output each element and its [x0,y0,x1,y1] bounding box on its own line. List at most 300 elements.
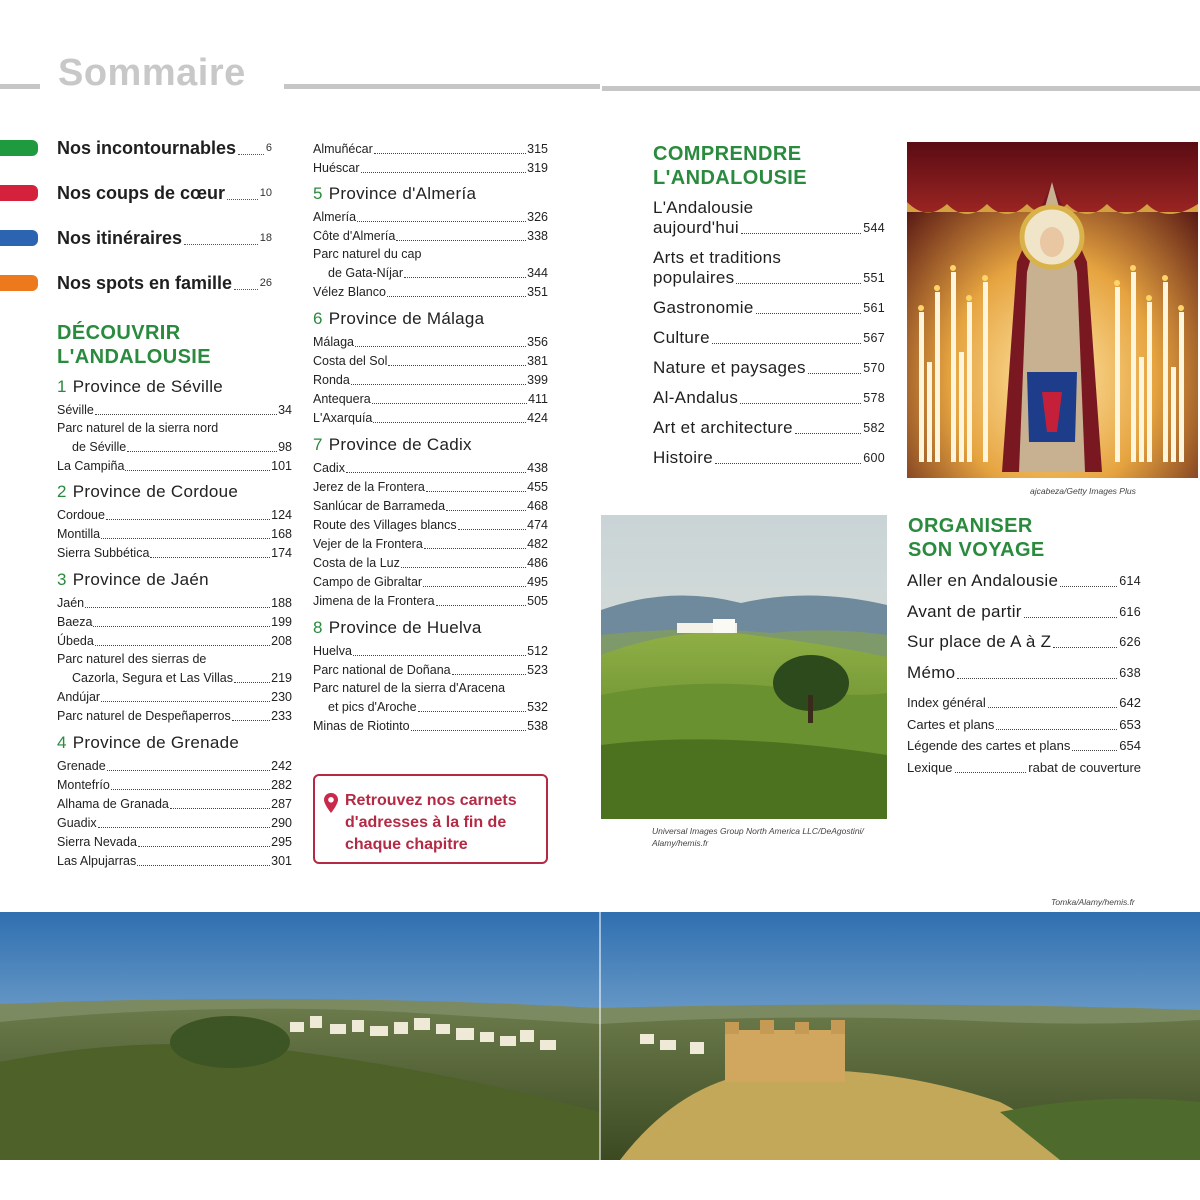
province-heading [57,570,292,592]
comprendre-entry-label: Culture [653,328,710,347]
toc-entry[interactable] [313,284,548,300]
province-block [57,482,292,561]
organiser-heading-line2: SON VOYAGE [908,539,1045,561]
leader-dots [795,433,861,434]
comprendre-entry-label: Gastronomie [653,298,754,317]
province-name: Province de Grenade [72,733,240,752]
leader-dots [107,770,270,771]
leader-dots [238,154,264,155]
province-heading [57,733,292,755]
toc-entry[interactable] [313,391,548,407]
organiser-small-entry[interactable] [907,738,1141,754]
province-number: 1 [57,377,67,396]
organiser-small-entry[interactable] [907,717,1141,733]
leader-dots [1053,647,1117,648]
toc-entry-page: 319 [527,161,548,175]
province-heading [57,482,292,504]
leader-dots [426,491,526,492]
leader-dots [98,827,271,828]
leader-dots [93,626,270,627]
toc-entry[interactable] [57,633,292,649]
landscape-image [601,515,887,819]
province-name: Province de Cordoue [72,482,239,501]
comprendre-entry-row [653,298,885,318]
procession-photo [907,142,1198,478]
procession-image [907,142,1198,478]
leader-dots [232,720,270,721]
leader-dots [712,343,861,344]
organiser-heading [908,514,1045,562]
toc-entry-page: 438 [527,461,548,475]
highlight-row[interactable] [0,181,272,205]
toc-entry[interactable] [313,643,548,659]
toc-entry[interactable] [313,410,548,426]
toc-entry[interactable] [57,507,292,523]
leader-dots [424,548,526,549]
leader-dots [808,373,861,374]
organiser-entry-label: Mémo [907,662,956,682]
toc-entry[interactable] [57,708,292,724]
toc-entry-label: Minas de Riotinto [313,719,410,733]
header-rule-middle [284,84,600,89]
toc-entry-label: Almuñécar [313,142,373,156]
leader-dots [373,422,526,423]
leader-dots [346,472,526,473]
panorama-photo [0,912,1200,1160]
decouvrir-heading-line1: DÉCOUVRIR [57,322,181,344]
province-number: 5 [313,184,323,203]
highlight-row[interactable] [0,226,272,250]
toc-entry-page: 381 [527,354,548,368]
comprendre-entry-page: 561 [863,301,885,315]
toc-entry[interactable] [313,536,548,552]
toc-entry-label: Parc national de Doñana [313,663,451,677]
highlight-row[interactable] [0,136,272,160]
leader-dots [996,729,1117,730]
leader-dots [101,701,270,702]
toc-entry-page: 287 [271,797,292,811]
organiser-entry-label: Aller en Andalousie [907,571,1059,590]
toc-entry-label: Jimena de la Frontera [313,594,435,608]
toc-entry[interactable] [313,209,548,225]
toc-entry-page: 532 [527,700,548,714]
province-number: 2 [57,482,67,501]
toc-entry-label: Séville [57,403,94,417]
leader-dots [125,470,270,471]
toc-entry-label: Jerez de la Frontera [313,480,425,494]
decouvrir-heading-line2: L'ANDALOUSIE [57,346,211,368]
highlight-label: Nos itinéraires [57,227,183,248]
province-heading [313,184,548,206]
highlight-page: 26 [259,277,272,289]
province-name: Province d'Almería [328,184,477,203]
leader-dots [234,289,258,290]
toc-entry-label: L'Axarquía [313,411,373,425]
comprendre-entry-page: 578 [863,391,885,405]
toc-entry[interactable] [313,141,548,157]
toc-entry[interactable] [57,545,292,561]
toc-entry[interactable] [313,460,548,476]
toc-entry-label: de Gata-Níjar [328,266,404,280]
toc-entry-label: Almería [313,210,357,224]
comprendre-entry-line1: Arts et traditions [653,248,782,267]
toc-entry-page: 168 [271,527,292,541]
toc-entry-label: Andújar [57,690,101,704]
comprendre-heading-line2: L'ANDALOUSIE [653,167,807,189]
toc-entry[interactable] [313,699,548,715]
organiser-entry[interactable] [907,571,1141,591]
toc-entry[interactable] [313,718,548,734]
toc-entry[interactable] [313,555,548,571]
comprendre-entry-line1: L'Andalousie [653,198,754,217]
toc-entry[interactable] [57,402,292,418]
highlight-label: Nos incontournables [57,137,237,158]
toc-entry-label: Grenade [57,759,106,773]
toc-entry[interactable] [57,670,292,686]
toc-entry[interactable] [313,662,548,678]
toc-entry-line1[interactable]: Parc naturel du cap [313,247,422,261]
toc-entry[interactable] [313,498,548,514]
toc-entry-page: 290 [271,816,292,830]
highlight-color-bar [0,230,38,246]
toc-entry[interactable] [57,796,292,812]
comprendre-entry-page: 551 [863,271,885,285]
organiser-small-entry[interactable] [907,695,1141,711]
location-pin-icon [323,792,339,814]
leader-dots [736,283,861,284]
province-block [57,377,292,474]
toc-entry-label: Parc naturel de Despeñaperros [57,709,231,723]
leader-dots [957,678,1117,679]
leader-dots [138,846,270,847]
organiser-small-label: Lexique [907,759,953,775]
toc-entry-line1[interactable]: Parc naturel des sierras de [57,652,207,666]
leader-dots [106,519,270,520]
toc-entry-label: Úbeda [57,634,94,648]
toc-entry-page: 326 [527,210,548,224]
province-block [57,570,292,724]
toc-entry-label: et pics d'Aroche [328,700,417,714]
toc-entry[interactable] [57,834,292,850]
toc-entry-page: 301 [271,854,292,868]
toc-entry-page: 344 [527,266,548,280]
toc-entry-label: Huelva [313,644,352,658]
toc-entry[interactable] [313,574,548,590]
toc-entry[interactable] [57,439,292,455]
toc-entry-page: 474 [527,518,548,532]
province-block [313,435,548,609]
leader-dots [404,277,526,278]
toc-entry-page: 523 [527,663,548,677]
landscape-photo-credit [652,825,864,849]
organiser-heading-line1: ORGANISER [908,515,1033,537]
leader-dots [355,346,526,347]
highlight-page: 6 [265,142,272,154]
toc-entry-page: 242 [271,759,292,773]
toc-entry-page: 219 [271,671,292,685]
toc-entry[interactable] [313,160,548,176]
toc-entry-page: 468 [527,499,548,513]
highlight-page: 18 [259,232,272,244]
toc-entry-page: 282 [271,778,292,792]
toc-entry[interactable] [57,758,292,774]
landscape-credit-line2: Alamy/hemis.fr [652,838,709,848]
organiser-entry-page: 638 [1119,665,1141,680]
leader-dots [374,153,526,154]
leader-dots [436,605,527,606]
toc-entry[interactable] [57,777,292,793]
highlight-label: Nos coups de cœur [57,182,226,203]
toc-entry-label: Málaga [313,335,354,349]
toc-entry[interactable] [57,689,292,705]
comprendre-entry[interactable] [653,248,885,288]
comprendre-entry-row [653,448,885,468]
leader-dots [401,567,526,568]
toc-entry-page: 538 [527,719,548,733]
province-block [313,184,548,300]
toc-entry-page: 188 [271,596,292,610]
comprendre-entry-page: 567 [863,331,885,345]
organiser-entry-label: Avant de partir [907,601,1022,621]
leader-dots [170,808,270,809]
toc-entry-page: 101 [271,459,292,473]
toc-entry-page: 512 [527,644,548,658]
leader-dots [1060,586,1117,587]
comprendre-entries [653,198,885,478]
toc-entry-label: Route des Villages blancs [313,518,457,532]
leader-dots [387,296,526,297]
leader-dots [372,403,527,404]
toc-entry[interactable] [313,334,548,350]
organiser-small-label: Index général [907,695,986,710]
leader-dots [184,244,258,245]
toc-entry-label: Cazorla, Segura et Las Villas [72,671,233,685]
leader-dots [361,172,527,173]
toc-entry[interactable] [57,815,292,831]
toc-entry-page: 486 [527,556,548,570]
comprendre-entry-row [653,388,885,408]
organiser-small-page: 654 [1119,738,1141,753]
toc-entry[interactable] [57,526,292,542]
toc-entry-page: 98 [278,440,292,454]
leader-dots [418,711,527,712]
toc-entry-label: Ronda [313,373,350,387]
toc-entry[interactable] [313,265,548,281]
comprendre-entry[interactable] [653,448,885,468]
toc-entry-label: Huéscar [313,161,360,175]
highlight-page: 10 [259,187,272,199]
organiser-entry-page: 616 [1119,604,1141,619]
highlight-label: Nos spots en famille [57,272,233,293]
leader-dots [351,384,526,385]
toc-entry-page: 124 [271,508,292,522]
toc-entry[interactable] [313,353,548,369]
province-name: Province de Séville [72,377,224,396]
panorama-image [0,912,1200,1160]
toc-entry-label: de Séville [72,440,127,454]
toc-entry-label: Guadix [57,816,97,830]
comprendre-entry-label: Art et architecture [653,418,793,437]
toc-entry[interactable] [313,479,548,495]
comprendre-entry-row [653,218,885,238]
province-block [313,618,548,734]
leader-dots [715,463,861,464]
leader-dots [85,607,270,608]
toc-entry-line1[interactable]: Parc naturel de la sierra d'Aracena [313,681,506,695]
toc-entry-page: 482 [527,537,548,551]
comprendre-entry-page: 544 [863,221,885,235]
toc-entry-label: Montilla [57,527,101,541]
highlight-row[interactable] [0,271,272,295]
toc-entry-page: 411 [528,392,548,406]
province-number: 4 [57,733,67,752]
comprendre-entry-label: Histoire [653,448,714,467]
organiser-entry[interactable] [907,663,1141,683]
leader-dots [1024,617,1117,618]
toc-entry-line1[interactable]: Parc naturel de la sierra nord [57,421,219,435]
province-heading [313,618,548,640]
leader-dots [234,682,270,683]
toc-entry[interactable] [313,372,548,388]
organiser-small-page: rabat de couverture [1028,759,1141,775]
comprendre-entry-row [653,268,885,288]
leader-dots [1072,750,1117,751]
comprendre-entry[interactable] [653,328,885,348]
province-block [313,309,548,426]
leader-dots [446,510,526,511]
toc-entry-label: Jaén [57,596,85,610]
highlight-color-bar [0,275,38,291]
province-block [57,733,292,869]
leader-dots [452,674,527,675]
leader-dots [423,586,526,587]
toc-entry-label: Campo de Gibraltar [313,575,423,589]
decouvrir-heading [57,321,211,369]
comprendre-heading [653,142,807,190]
province-heading [57,377,292,399]
organiser-small-page: 642 [1119,695,1141,710]
toc-entry[interactable] [57,458,292,474]
toc-entry-page: 455 [527,480,548,494]
organiser-small-label: Légende des cartes et plans [907,738,1071,753]
province-heading [313,435,548,457]
leader-dots [396,240,526,241]
toc-entry-page: 505 [527,594,548,608]
comprendre-entry[interactable] [653,358,885,378]
province-name: Province de Málaga [328,309,485,328]
comprendre-heading-line1: COMPRENDRE [653,143,802,165]
organiser-entries [907,571,1141,781]
toc-entry-label: Côte d'Almería [313,229,396,243]
toc-entry-page: 233 [271,709,292,723]
organiser-entry-page: 614 [1119,574,1141,588]
comprendre-entry-row [653,328,885,348]
toc-entry-page: 315 [527,142,548,156]
organiser-small-entry[interactable] [907,760,1141,776]
leader-dots [357,221,526,222]
panorama-photo-credit: Tomka/Alamy/hemis.fr [1051,897,1135,907]
leader-dots [353,655,526,656]
toc-entry-label: Costa del Sol [313,354,388,368]
toc-entry-page: 424 [527,411,548,425]
toc-entry-label: Sanlúcar de Barrameda [313,499,446,513]
organiser-entry[interactable] [907,602,1141,622]
toc-entry[interactable] [313,228,548,244]
province-heading [313,309,548,331]
leader-dots [95,645,270,646]
toc-entry-label: Las Alpujarras [57,854,137,868]
toc-entry-label: Montefrío [57,778,110,792]
comprendre-entry-page: 582 [863,421,885,435]
highlight-color-bar [0,140,38,156]
organiser-entry-page: 626 [1119,635,1141,649]
comprendre-entry-row [653,418,885,438]
toc-entry[interactable] [313,517,548,533]
toc-entry[interactable] [313,593,548,609]
toc-entry-label: Sierra Nevada [57,835,137,849]
province-number: 7 [313,435,323,454]
leader-dots [111,789,270,790]
leader-dots [150,557,270,558]
toc-entry-label: Alhama de Granada [57,797,169,811]
leader-dots [227,199,258,200]
organiser-entry-label: Sur place de A à Z [907,632,1052,651]
leader-dots [955,772,1027,773]
comprendre-entry[interactable] [653,388,885,408]
comprendre-entry[interactable] [653,198,885,238]
comprendre-entry-label: Nature et paysages [653,358,806,377]
leader-dots [127,451,277,452]
province-number: 3 [57,570,67,589]
page-title: Sommaire [58,52,246,94]
toc-entry-page: 208 [271,634,292,648]
comprendre-entry-label: populaires [653,268,735,287]
comprendre-entry[interactable] [653,418,885,438]
header-rule-left [0,84,40,89]
toc-entry-label: La Campiña [57,459,125,473]
comprendre-entry[interactable] [653,298,885,318]
toc-entry[interactable] [57,595,292,611]
province-name: Province de Cadix [328,435,472,454]
province-number: 8 [313,618,323,637]
toc-entry-label: Cordoue [57,508,105,522]
toc-entry-page: 34 [278,403,292,417]
leader-dots [988,707,1118,708]
toc-entry-label: Vejer de la Frontera [313,537,423,551]
procession-photo-credit: ajcabeza/Getty Images Plus [1030,486,1136,496]
header-rule-right [602,86,1200,91]
leader-dots [388,365,526,366]
toc-entry[interactable] [57,614,292,630]
organiser-entry[interactable] [907,632,1141,652]
landscape-photo [601,515,887,819]
toc-entry-label: Costa de la Luz [313,556,400,570]
comprendre-entry-row [653,358,885,378]
comprendre-entry-label: aujourd'hui [653,218,739,237]
toc-entry-label: Antequera [313,392,371,406]
leader-dots [95,414,277,415]
toc-entry-label: Vélez Blanco [313,285,386,299]
toc-entry-label: Cadix [313,461,345,475]
toc-entry-page: 295 [271,835,292,849]
carnets-callout [313,774,548,864]
leader-dots [101,538,270,539]
toc-entry-page: 351 [527,285,548,299]
comprendre-entry-page: 570 [863,361,885,375]
toc-entry[interactable] [57,853,292,869]
leader-dots [137,865,270,866]
toc-entry-page: 399 [527,373,548,387]
